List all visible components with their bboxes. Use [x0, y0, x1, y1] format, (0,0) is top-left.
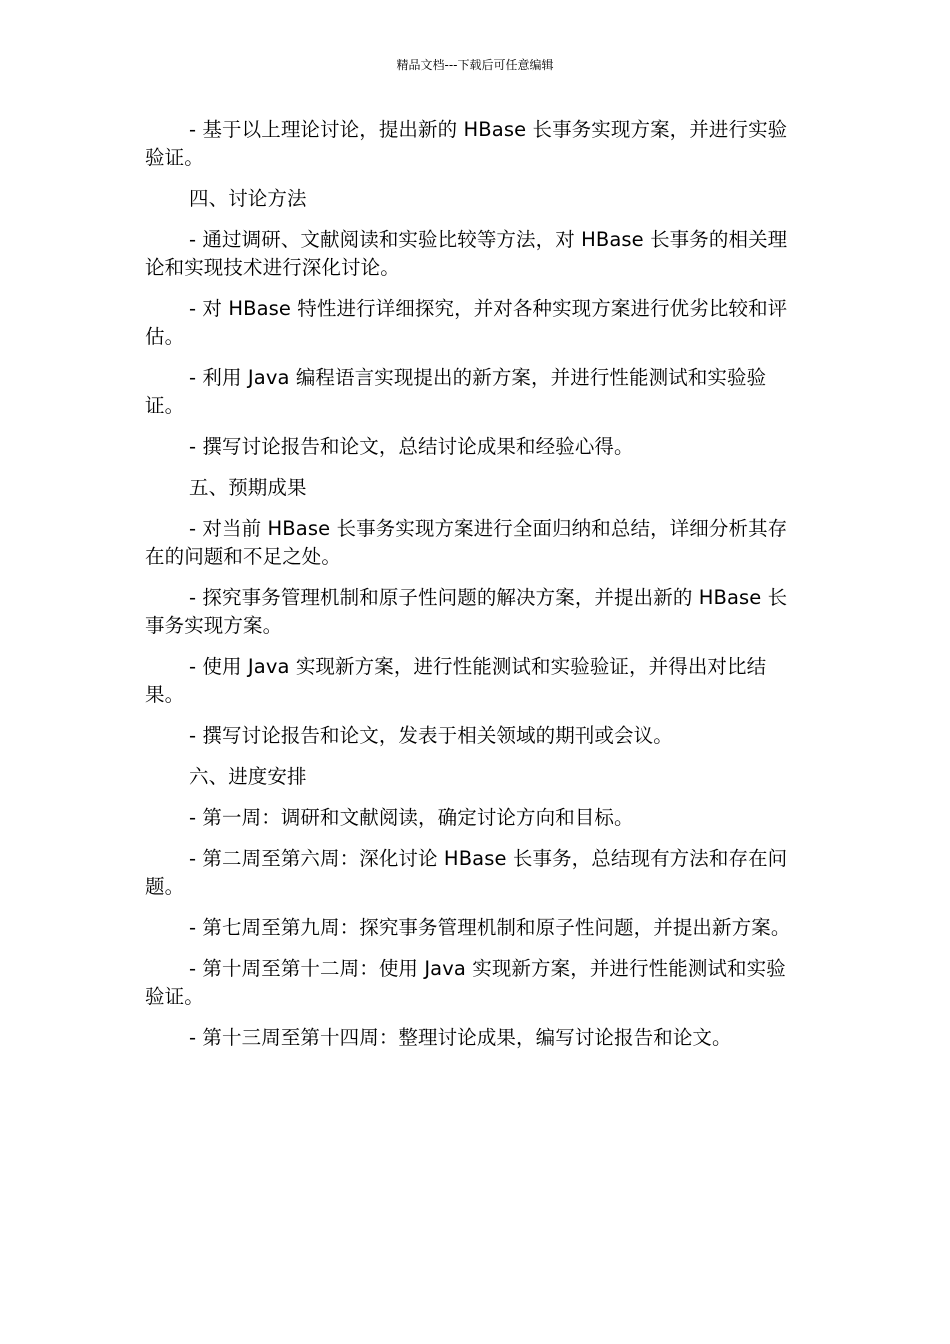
paragraph-methods-1: - 通过调研、文献阅读和实验比较等方法，对 HBase 长事务的相关理论和实现技术进行深化讨论。 [145, 228, 788, 279]
paragraph-outcomes-2: - 探究事务管理机制和原子性问题的解决方案，并提出新的 HBase 长事务实现方案。 [145, 586, 788, 637]
paragraph-methods-4: - 撰写讨论报告和论文，总结讨论成果和经验心得。 [189, 435, 634, 458]
schedule-item-1: - 第一周：调研和文献阅读，确定讨论方向和目标。 [189, 806, 634, 829]
section-heading-schedule: 六、进度安排 [189, 765, 307, 788]
paragraph-outcomes-1: - 对当前 HBase 长事务实现方案进行全面归纳和总结，详细分析其存在的问题和不足之处。 [145, 517, 788, 568]
section-heading-methods: 四、讨论方法 [189, 187, 307, 210]
schedule-item-4: - 第十周至第十二周：使用 Java 实现新方案，并进行性能测试和实验验证。 [145, 957, 786, 1008]
section-heading-outcomes: 五、预期成果 [189, 476, 307, 499]
paragraph-methods-3: - 利用 Java 编程语言实现提出的新方案，并进行性能测试和实验验证。 [145, 366, 767, 417]
schedule-item-2: - 第二周至第六周：深化讨论 HBase 长事务，总结现有方法和存在问题。 [145, 847, 788, 898]
schedule-item-3: - 第七周至第九周：探究事务管理机制和原子性问题，并提出新方案。 [189, 916, 791, 939]
paragraph-methods-2: - 对 HBase 特性进行详细探究，并对各种实现方案进行优劣比较和评估。 [145, 297, 788, 348]
paragraph-proposal: - 基于以上理论讨论，提出新的 HBase 长事务实现方案，并进行实验验证。 [145, 118, 788, 169]
page-header: 精品文档---下载后可任意编辑 [396, 58, 554, 72]
paragraph-outcomes-4: - 撰写讨论报告和论文，发表于相关领域的期刊或会议。 [189, 724, 673, 747]
paragraph-outcomes-3: - 使用 Java 实现新方案，进行性能测试和实验验证，并得出对比结果。 [145, 655, 767, 706]
schedule-item-5: - 第十三周至第十四周：整理讨论成果，编写讨论报告和论文。 [189, 1026, 732, 1049]
document-body [145, 116, 805, 1065]
